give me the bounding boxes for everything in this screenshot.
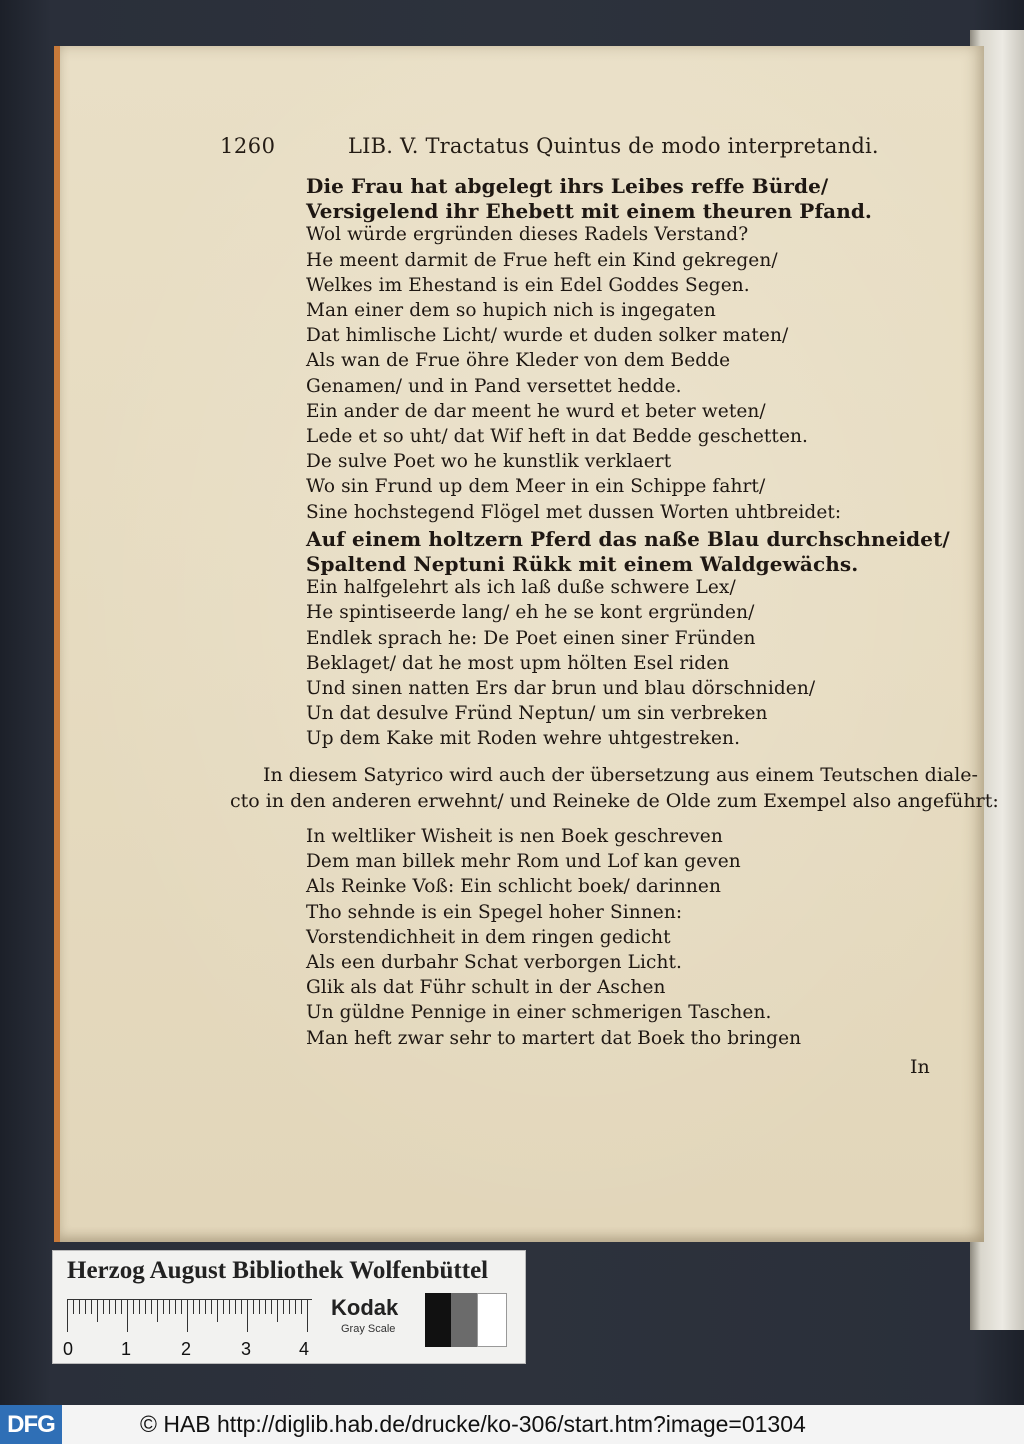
ruler-tick bbox=[127, 1300, 128, 1332]
prose-line: In diesem Satyrico wird auch der übersetzung aus einem Teutschen diale- bbox=[263, 764, 978, 786]
ruler-tick bbox=[115, 1300, 116, 1314]
page-header bbox=[220, 130, 980, 166]
ruler-tick bbox=[217, 1300, 218, 1322]
ruler-tick bbox=[241, 1300, 242, 1314]
ruler-tick bbox=[277, 1300, 278, 1322]
ruler-tick bbox=[193, 1300, 194, 1314]
ruler-tick bbox=[187, 1300, 188, 1332]
verse-line: Sine hochstegend Flögel met dussen Worten uhtbreidet: bbox=[306, 501, 842, 523]
verse-line: Tho sehnde is ein Spegel hoher Sinnen: bbox=[306, 901, 683, 923]
verse-line: Un dat desulve Fründ Neptun/ um sin verbreken bbox=[306, 703, 768, 725]
verse-line: Dem man billek mehr Rom und Lof kan geven bbox=[306, 851, 741, 873]
gray-patch-mid bbox=[451, 1293, 477, 1347]
verse-line: Als wan de Frue öhre Kleder von dem Bedde bbox=[306, 350, 731, 372]
page-number: 1260 bbox=[220, 134, 276, 158]
verse-line: Spaltend Neptuni Rükk mit einem Waldgewächs. bbox=[306, 552, 859, 576]
verse-line: Vorstendichheit in dem ringen gedicht bbox=[306, 926, 671, 948]
verse-line: Beklaget/ dat he most upm hölten Esel riden bbox=[306, 652, 730, 674]
ruler-tick bbox=[301, 1300, 302, 1314]
dfg-logo: DFG bbox=[0, 1405, 62, 1444]
verse-line: Un güldne Pennige in einer schmerigen Taschen. bbox=[306, 1002, 772, 1024]
verse-line: Wo sin Frund up dem Meer in ein Schippe fahrt/ bbox=[306, 476, 766, 498]
verse-line: Versigelend ihr Ehebett mit einem theuren Pfand. bbox=[306, 199, 872, 224]
catchword: In bbox=[910, 1056, 930, 1078]
ruler-tick bbox=[109, 1300, 110, 1314]
ruler-tick bbox=[169, 1300, 170, 1314]
ruler-tick bbox=[229, 1300, 230, 1314]
ruler-tick bbox=[133, 1300, 134, 1314]
ruler-tick bbox=[139, 1300, 140, 1314]
verse-line: He meent darmit de Frue heft ein Kind gekregen/ bbox=[306, 249, 778, 271]
ruler-tick bbox=[157, 1300, 158, 1322]
verse-line: Als een durbahr Schat verborgen Licht. bbox=[306, 952, 682, 973]
ruler-number: 0 bbox=[63, 1339, 74, 1359]
running-title: LIB. V. Tractatus Quintus de modo interpretandi. bbox=[348, 134, 879, 158]
ruler-tick bbox=[151, 1300, 152, 1314]
ruler-tick bbox=[253, 1300, 254, 1314]
verse-line: Endlek sprach he: De Poet einen siner Fründen bbox=[306, 627, 756, 649]
ruler-number: 3 bbox=[241, 1339, 252, 1359]
verse-line: Ein halfgelehrt als ich laß duße schwere Lex/ bbox=[306, 577, 736, 599]
ruler-tick bbox=[67, 1300, 68, 1332]
ruler-tick bbox=[85, 1300, 86, 1314]
copyright-link[interactable]: © HAB http://diglib.hab.de/drucke/ko-306/start.htm?image=01304 bbox=[140, 1411, 806, 1437]
verse-line: Wol würde ergründen dieses Radels Verstand? bbox=[306, 224, 749, 246]
verse-line: De sulve Poet wo he kunstlik verklaert bbox=[306, 451, 672, 473]
ruler-tick bbox=[103, 1300, 104, 1314]
verse-line: He spintiseerde lang/ eh he se kont ergründen/ bbox=[306, 602, 755, 624]
verse-line: Die Frau hat abgelegt ihrs Leibes reffe Bürde/ bbox=[306, 174, 829, 198]
ruler-tick bbox=[97, 1300, 98, 1322]
ruler-tick bbox=[91, 1300, 92, 1314]
kodak-label: Kodak bbox=[331, 1295, 399, 1320]
verse-line: Und sinen natten Ers dar brun und blau dörschniden/ bbox=[306, 678, 816, 699]
verse-line: Glik als dat Führ schult in der Aschen bbox=[306, 977, 666, 999]
verse-line: Man einer dem so hupich nich is ingegaten bbox=[306, 300, 716, 321]
gray-patch-white bbox=[477, 1293, 507, 1347]
ruler-tick bbox=[265, 1300, 266, 1314]
ruler-tick bbox=[73, 1300, 74, 1314]
ruler-tick bbox=[259, 1300, 260, 1314]
ruler-tick bbox=[307, 1300, 308, 1332]
library-name: Herzog August Bibliothek Wolfenbüttel bbox=[67, 1257, 489, 1284]
verse-line: In weltliker Wisheit is nen Boek geschreven bbox=[306, 826, 723, 847]
ruler-tick bbox=[145, 1300, 146, 1314]
ruler-number: 4 bbox=[299, 1339, 310, 1359]
ruler-tick bbox=[271, 1300, 272, 1314]
ruler-tick bbox=[289, 1300, 290, 1314]
ruler-tick bbox=[181, 1300, 182, 1314]
ruler-tick bbox=[175, 1300, 176, 1314]
ruler bbox=[67, 1299, 312, 1340]
prose-line: cto in den anderen erwehnt/ und Reineke de Olde zum Exempel also angeführt: bbox=[230, 790, 999, 812]
ruler-tick bbox=[223, 1300, 224, 1314]
verse-line: Ein ander de dar meent he wurd et beter weten/ bbox=[306, 400, 766, 422]
ruler-number: 2 bbox=[181, 1339, 192, 1359]
verse-line: Auf einem holtzern Pferd das naße Blau durchschneidet/ bbox=[306, 526, 950, 551]
ruler-tick bbox=[211, 1300, 212, 1314]
book-page bbox=[54, 46, 999, 1242]
ruler-tick bbox=[247, 1300, 248, 1332]
ruler-tick bbox=[121, 1300, 122, 1314]
ruler-tick bbox=[199, 1300, 200, 1314]
ruler-tick bbox=[295, 1300, 296, 1314]
ruler-tick bbox=[235, 1300, 236, 1314]
verse-line: Dat himlische Licht/ wurde et duden solker maten/ bbox=[306, 325, 789, 347]
verse-line: Als Reinke Voß: Ein schlicht boek/ darinnen bbox=[306, 876, 721, 898]
gray-patch-black bbox=[425, 1293, 451, 1347]
ruler-tick bbox=[163, 1300, 164, 1314]
gray-scale-label: Gray Scale bbox=[341, 1323, 396, 1335]
ruler-number: 1 bbox=[121, 1339, 132, 1359]
ruler-tick bbox=[79, 1300, 80, 1314]
verse-line: Genamen/ und in Pand versettet hedde. bbox=[306, 375, 682, 397]
verse-line: Welkes im Ehestand is ein Edel Goddes Segen. bbox=[306, 274, 750, 296]
ruler-tick bbox=[283, 1300, 284, 1314]
verse-line: Up dem Kake mit Roden wehre uhtgestreken. bbox=[306, 728, 741, 750]
library-color-strip bbox=[52, 1250, 526, 1364]
ruler-tick bbox=[205, 1300, 206, 1314]
verse-line: Lede et so uht/ dat Wif heft in dat Bedde geschetten. bbox=[306, 426, 808, 447]
verse-line: Man heft zwar sehr to martert dat Boek tho bringen bbox=[306, 1027, 802, 1049]
